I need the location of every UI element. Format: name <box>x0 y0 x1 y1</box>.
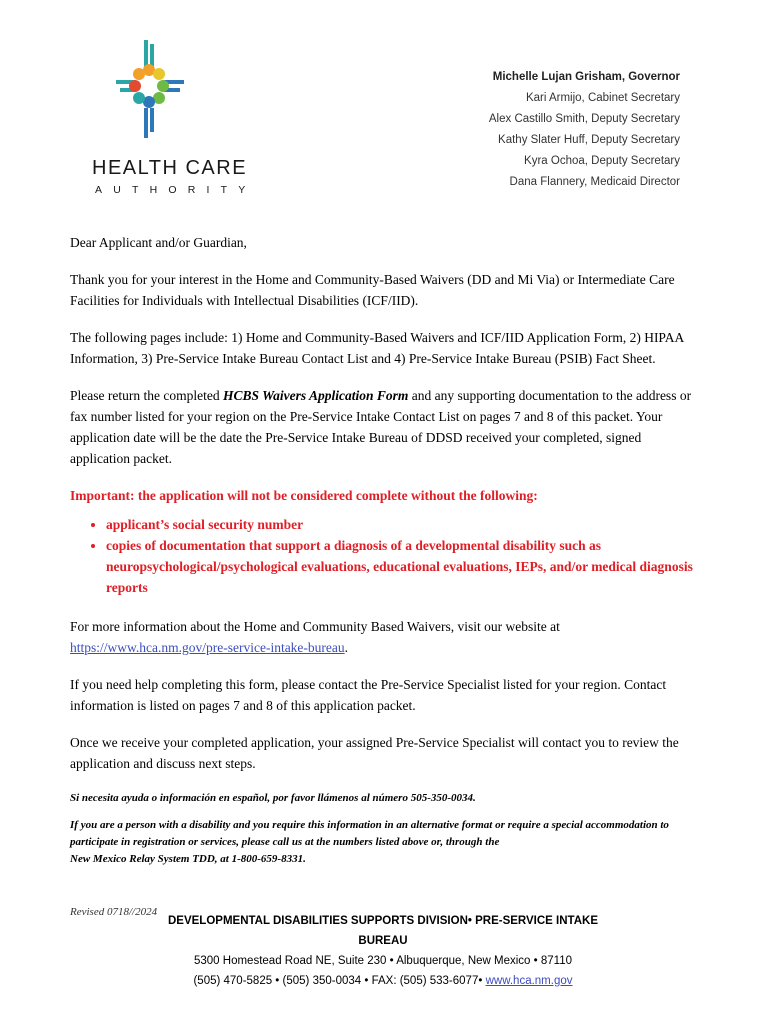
return-text-pre: Please return the completed <box>70 388 223 403</box>
greeting: Dear Applicant and/or Guardian, <box>70 235 247 250</box>
footer-contact <box>166 971 600 991</box>
logo-org-name: HEALTH CARE <box>92 157 248 179</box>
logo-ring-3 <box>157 80 169 92</box>
more-info-text: For more information about the Home and Community Based Waivers, visit our website at <box>70 619 560 634</box>
official-cabinet-secretary: Kari Armijo, Cabinet Secretary <box>525 92 680 104</box>
logo-ring-8 <box>133 68 145 80</box>
requirement-ssn: • applicant’s social security number <box>106 514 702 535</box>
logo-ring-6 <box>133 92 145 104</box>
accessibility-notice <box>70 817 702 868</box>
important-notice: Important: the application will not be considered complete without the following: <box>70 488 538 503</box>
psib-website-link[interactable]: https://www.hca.nm.gov/pre-service-intake-bureau <box>70 640 345 655</box>
paragraph-help: If you need help completing this form, please contact the Pre-Service Specialist listed for your region. Contact information is listed on pages 7 and 8 of this application packet. <box>70 677 667 713</box>
logo-ray-top-1 <box>144 40 148 68</box>
footer-phones: (505) 470-5825 • (505) 350-0034 • FAX: (505) 533-6077• <box>193 975 486 987</box>
paragraph-pages-included: The following pages include: 1) Home and Community-Based Waivers and ICF/IID Application Form, 2) HIPAA Information, 3) Pre-Service Intake Bureau Contact List and 4) Pre-Service Intake Bureau (PSIB) Fact Sheet. <box>70 330 684 366</box>
official-deputy-secretary-3: Kyra Ochoa, Deputy Secretary <box>524 155 680 167</box>
application-form-name: HCBS Waivers Application Form <box>222 388 409 403</box>
footer <box>166 911 600 991</box>
paragraph-intro: Thank you for your interest in the Home and Community-Based Waivers (DD and Mi Via) or Intermediate Care Facilities for Individuals with Intellectual Disabilities (ICF/IID). <box>70 272 675 308</box>
footer-address: 5300 Homestead Road NE, Suite 230 • Albuquerque, New Mexico • 87110 <box>194 955 572 967</box>
accessibility-text: If you are a person with a disability and you require this information in an alternative format or require a special accommodation to participate in registration or services, please call us at the numbers listed above or, through the <box>70 819 669 848</box>
logo-ring-2 <box>153 68 165 80</box>
paragraph-return-instructions <box>70 385 702 469</box>
revised-date: Revised 0718//2024 <box>70 906 158 918</box>
logo-ray-bottom-2 <box>150 108 154 132</box>
logo-org-subname: AUTHORITY <box>95 184 257 196</box>
paragraph-next-steps: Once we receive your completed application, your assigned Pre-Service Specialist will contact you to review the application and discuss next steps. <box>70 735 679 771</box>
officials-list <box>489 67 680 193</box>
official-deputy-secretary-2: Kathy Slater Huff, Deputy Secretary <box>498 134 680 146</box>
paragraph-more-info <box>70 616 702 658</box>
official-governor: Michelle Lujan Grisham, Governor <box>492 71 680 83</box>
requirements-list <box>70 514 702 598</box>
return-text-post: and any supporting documentation to the address or fax number listed for your region on the Pre-Service Intake Contact List on pages 7 and 8 of this packet. Your application date will be the date the Pre-Service Intake Bureau of DDSD received your completed, signed application packet. <box>70 388 692 466</box>
logo-center <box>141 78 157 94</box>
logo-ring-7 <box>129 80 141 92</box>
footer-website-link[interactable]: www.hca.nm.gov <box>485 975 573 987</box>
relay-system-text: New Mexico Relay System TDD, at 1-800-659-8331. <box>70 853 306 865</box>
official-deputy-secretary-1: Alex Castillo Smith, Deputy Secretary <box>488 113 680 125</box>
official-medicaid-director: Dana Flannery, Medicaid Director <box>509 176 680 188</box>
letter-body <box>70 232 702 868</box>
more-info-period: . <box>344 640 349 655</box>
requirement-documentation: • copies of documentation that support a diagnosis of a developmental disability such as neuropsychological/psychological evaluations, educational evaluations, IEPs, and/or medical diagnosis reports <box>106 535 702 598</box>
health-care-authority-logo <box>116 40 186 152</box>
footer-division: DEVELOPMENTAL DISABILITIES SUPPORTS DIVISION• PRE-SERVICE INTAKE BUREAU <box>167 915 598 947</box>
logo-ray-bottom-1 <box>144 108 148 138</box>
spanish-help-notice: Si necesita ayuda o información en español, por favor llámenos al número 505-350-0034. <box>70 792 476 804</box>
